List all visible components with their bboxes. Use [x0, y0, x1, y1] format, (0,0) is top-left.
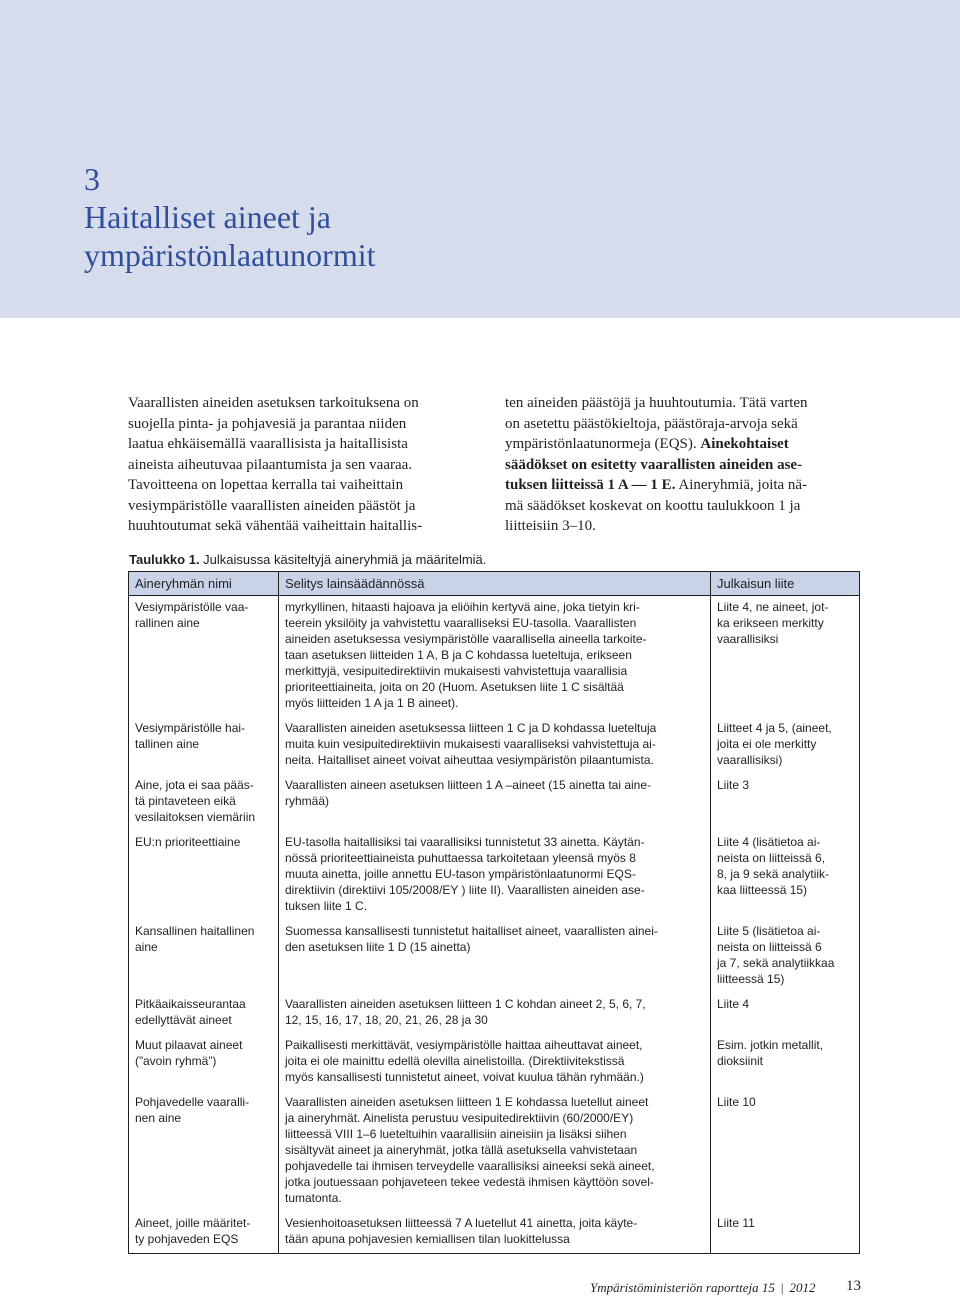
cell-line: 8, ja 9 sekä analytiik- — [717, 867, 830, 881]
intro-line-bold-text: tuksen liitteissä 1 A — 1 E. — [505, 477, 676, 493]
cell-explanation — [279, 1212, 711, 1254]
cell-line: muuta ainetta, joille annettu EU-tason ympäristönlaatunormi EQS- — [285, 867, 636, 881]
cell-line: Aineet, joille määritet- — [135, 1216, 251, 1230]
cell-line: Aine, jota ei saa pääs- — [135, 778, 254, 792]
cell-line: EU-tasolla haitallisiksi tai vaarallisiksi tunnistetut 33 ainetta. Käytän- — [285, 835, 645, 849]
cell-line: tään apuna pohjavesien kemiallisen tilan luokittelussa — [285, 1232, 570, 1246]
cell-line: Vesiympäristölle hai- — [135, 721, 246, 735]
table-row — [129, 717, 860, 774]
cell-line: Vesienhoitoasetuksen liitteessä 7 A luetellut 41 ainetta, joita käyte- — [285, 1216, 638, 1230]
cell-line: (”avoin ryhmä”) — [135, 1054, 217, 1068]
substance-groups-table — [128, 571, 860, 1254]
cell-line: Liite 11 — [717, 1216, 755, 1230]
table-row — [129, 596, 860, 718]
cell-line: myös liitteiden 1 A ja 1 B aineet). — [285, 696, 459, 710]
cell-line: Vaarallisten aineiden asetuksessa liitteen 1 C ja D kohdassa lueteltuja — [285, 721, 657, 735]
cell-line: kaa liitteessä 15) — [717, 883, 808, 897]
cell-line: ja aineryhmät. Ainelista perustuu vesipuitedirektiivin (60/2000/EY) — [285, 1111, 634, 1125]
table-row — [129, 993, 860, 1034]
cell-group-name — [129, 774, 279, 831]
cell-line: vaarallisiksi — [717, 632, 779, 646]
cell-line: Liite 10 — [717, 1095, 756, 1109]
chapter-title — [84, 160, 376, 274]
cell-explanation — [279, 596, 711, 718]
intro-line: vesiympäristölle vaarallisten aineiden päästöt ja — [128, 497, 416, 514]
cell-explanation — [279, 831, 711, 920]
cell-group-name — [129, 717, 279, 774]
intro-line-bold-text: säädökset on esitetty vaarallisten aineiden ase- — [505, 456, 803, 473]
cell-annex — [711, 1034, 860, 1091]
cell-line: merkittyjä, vesipuitedirektiivin mukaisesti vahvistettuja vaarallisia — [285, 664, 628, 678]
table-row — [129, 1034, 860, 1091]
cell-line: EU:n prioriteettiaine — [135, 835, 241, 849]
intro-line — [505, 393, 860, 414]
footer-publication: Ympäristöministeriön raportteja 15 — [590, 1280, 775, 1295]
table-row — [129, 1212, 860, 1254]
cell-line: rallinen aine — [135, 616, 200, 630]
intro-line: suojella pinta- ja pohjavesiä ja parantaa niiden — [128, 415, 407, 432]
header-group-name: Aineryhmän nimi — [129, 572, 279, 596]
chapter-number: 3 — [84, 161, 100, 197]
cell-group-name — [129, 831, 279, 920]
cell-line: tuksen liite 1 C. — [285, 899, 368, 913]
cell-line: nen aine — [135, 1111, 182, 1125]
cell-annex — [711, 717, 860, 774]
intro-text-left-column — [128, 393, 483, 537]
intro-line-text: Aineryhmiä, joita nä- — [675, 477, 808, 493]
cell-line: Vaarallisten aineen asetuksen liitteen 1 A –aineet (15 ainetta tai aine- — [285, 778, 652, 792]
cell-annex — [711, 596, 860, 718]
intro-line-text: liitteisiin 3–10. — [505, 518, 596, 534]
cell-line: vaarallisiksi) — [717, 753, 783, 767]
intro-line: Vaarallisten aineiden asetuksen tarkoituksena on — [128, 395, 419, 411]
cell-line: vesilaitoksen viemäriin — [135, 810, 256, 824]
cell-line: ka erikseen merkitty — [717, 616, 824, 630]
cell-line: pohjavedelle tai ihmisen terveydelle vaarallisiksi aineeksi sekä aineet, — [285, 1159, 655, 1173]
cell-annex — [711, 1212, 860, 1254]
cell-annex — [711, 993, 860, 1034]
intro-line: huuhtoutumat sekä vähentää vaiheittain haitallis- — [128, 518, 423, 534]
cell-line: liitteessä VIII 1–6 lueteltuihin vaarallisiin aineisiin ja lisäksi siihen — [285, 1127, 627, 1141]
cell-group-name — [129, 1212, 279, 1254]
cell-line: direktiivin (direktiivi 105/2008/EY ) liite II). Vaarallisten aineiden ase- — [285, 883, 645, 897]
cell-annex — [711, 1091, 860, 1212]
intro-line-text: ten aineiden päästöjä ja huuhtoutumia. Tätä varten — [505, 395, 808, 411]
cell-group-name — [129, 993, 279, 1034]
cell-line: Liite 4 — [717, 997, 750, 1011]
intro-line-text: on asetettu päästökieltoja, päästöraja-arvoja sekä — [505, 415, 798, 432]
cell-line: teerein yksilöity ja vahvistettu vaaralliseksi EU-tasolla. Vaarallisten — [285, 616, 637, 630]
cell-explanation — [279, 1034, 711, 1091]
intro-line-bold-text: Ainekohtaiset — [700, 436, 789, 452]
chapter-title-line: ympäristönlaatunormit — [84, 237, 376, 273]
cell-line: nössä prioriteettiaineista puhuttaessa tarkoitetaan yleensä myös 8 — [285, 851, 636, 865]
cell-line: Vesiympäristölle vaa- — [135, 600, 249, 614]
cell-line: Liite 3 — [717, 778, 750, 792]
cell-group-name — [129, 1034, 279, 1091]
cell-line: sisältyvät aineet ja aineryhmät, jotka tällä asetuksella vahvistetaan — [285, 1143, 638, 1157]
cell-line: 12, 15, 16, 17, 18, 20, 21, 26, 28 ja 30 — [285, 1013, 488, 1027]
cell-line: Pitkäaikaisseurantaa — [135, 997, 246, 1011]
cell-line: taan asetuksen liitteiden 1 A, B ja C kohdassa lueteltuja, erikseen — [285, 648, 632, 662]
cell-line: prioriteettiaineita, joita on 20 (Huom. Asetuksen liite 1 C sisältää — [285, 680, 624, 694]
cell-group-name — [129, 1091, 279, 1212]
intro-line: aineista aiheutuvaa pilaantumista ja sen vaaraa. — [128, 456, 413, 473]
cell-line: ja 7, sekä analytiikkaa — [717, 956, 835, 970]
cell-line: tä pintaveteen eikä — [135, 794, 236, 808]
cell-line: den asetuksen liite 1 D (15 ainetta) — [285, 940, 471, 954]
cell-line: Suomessa kansallisesti tunnistetut haitalliset aineet, vaarallisten ainei- — [285, 924, 658, 938]
cell-line: edellyttävät aineet — [135, 1013, 232, 1027]
intro-line — [505, 475, 860, 496]
chapter-title-text — [84, 198, 376, 274]
table-header-row — [129, 572, 860, 596]
cell-group-name — [129, 920, 279, 993]
table-caption — [129, 552, 486, 567]
cell-explanation — [279, 717, 711, 774]
cell-line: Muut pilaavat aineet — [135, 1038, 243, 1052]
cell-line: neista on liitteissä 6, — [717, 851, 826, 865]
cell-line: jotka joutuessaan pohjaveteen tekee vedestä ihmisen käyttöön sovel- — [285, 1175, 654, 1189]
header-explanation: Selitys lainsäädännössä — [279, 572, 711, 596]
cell-line: neista on liitteissä 6 — [717, 940, 822, 954]
cell-line: neita. Haitalliset aineet voivat aiheuttaa vesiympäristön pilaantumista. — [285, 753, 654, 767]
intro-line — [505, 516, 860, 537]
intro-line: Tavoitteena on lopettaa kerralla tai vaiheittain — [128, 477, 404, 493]
cell-annex — [711, 774, 860, 831]
cell-line: Liite 5 (lisätietoa ai- — [717, 924, 821, 938]
cell-line: Pohjavedelle vaaralli- — [135, 1095, 250, 1109]
cell-line: Vaarallisten aineiden asetuksen liitteen 1 C kohdan aineet 2, 5, 6, 7, — [285, 997, 646, 1011]
page-footer — [590, 1280, 860, 1296]
cell-explanation — [279, 920, 711, 993]
cell-line: muita kuin vesipuitedirektiivin mukaisesti vaaralliseksi vahvistettuja ai- — [285, 737, 656, 751]
cell-line: aine — [135, 940, 158, 954]
cell-line: ty pohjaveden EQS — [135, 1232, 239, 1246]
cell-line: dioksiinit — [717, 1054, 764, 1068]
intro-line — [505, 414, 860, 435]
cell-line: tallinen aine — [135, 737, 200, 751]
intro-line: laatua ehkäisemällä vaarallisista ja haitallisista — [128, 436, 408, 452]
intro-line-text: mä säädökset koskevat on koottu taulukkoon 1 ja — [505, 497, 801, 514]
table-caption-label: Taulukko 1. — [129, 552, 200, 567]
table-caption-text: Julkaisussa käsiteltyjä aineryhmiä ja määritelmiä. — [199, 552, 487, 567]
cell-line: tumatonta. — [285, 1191, 342, 1205]
cell-line: ryhmää) — [285, 794, 330, 808]
footer-separator: | — [780, 1280, 784, 1295]
chapter-title-line: Haitalliset aineet ja — [84, 199, 331, 235]
cell-line: Liite 4 (lisätietoa ai- — [717, 835, 821, 849]
cell-line: myrkyllinen, hitaasti hajoava ja eliöihin kertyvä aine, joka tietyin kri- — [285, 600, 640, 614]
intro-line — [505, 434, 860, 455]
table-row — [129, 920, 860, 993]
cell-line: Vaarallisten aineiden asetuksen liitteen 1 E kohdassa luetellut aineet — [285, 1095, 649, 1109]
cell-line: Esim. jotkin metallit, — [717, 1038, 824, 1052]
footer-year: 2012 — [789, 1280, 816, 1295]
intro-text-right-column — [505, 393, 860, 537]
cell-annex — [711, 831, 860, 920]
cell-line: Paikallisesti merkittävät, vesiympäristölle haittaa aiheuttavat aineet, — [285, 1038, 643, 1052]
cell-line: Liitteet 4 ja 5, (aineet, — [717, 721, 832, 735]
cell-explanation — [279, 1091, 711, 1212]
cell-line: liitteessä 15) — [717, 972, 785, 986]
intro-line-text: ympäristönlaatunormeja (EQS). — [505, 436, 701, 452]
cell-explanation — [279, 993, 711, 1034]
cell-line: joita ei ole merkitty — [717, 737, 817, 751]
table-row — [129, 774, 860, 831]
cell-line: Liite 4, ne aineet, jot- — [717, 600, 829, 614]
intro-line — [505, 455, 860, 476]
cell-line: Kansallinen haitallinen — [135, 924, 255, 938]
header-annex: Julkaisun liite — [711, 572, 860, 596]
page-number: 13 — [846, 1278, 861, 1294]
table-row — [129, 831, 860, 920]
cell-line: aineiden asetuksessa vesiympäristölle vaarallisella aineella tarkoite- — [285, 632, 647, 646]
cell-annex — [711, 920, 860, 993]
cell-group-name — [129, 596, 279, 718]
cell-line: joita ei ole mainittu edellä olevilla ainelistoilla. (Direktiivitekstissä — [285, 1054, 625, 1068]
cell-line: myös kansallisesti tunnistetut aineet, voivat kuulua tähän ryhmään.) — [285, 1070, 644, 1084]
cell-explanation — [279, 774, 711, 831]
intro-line — [505, 496, 860, 517]
table-row — [129, 1091, 860, 1212]
